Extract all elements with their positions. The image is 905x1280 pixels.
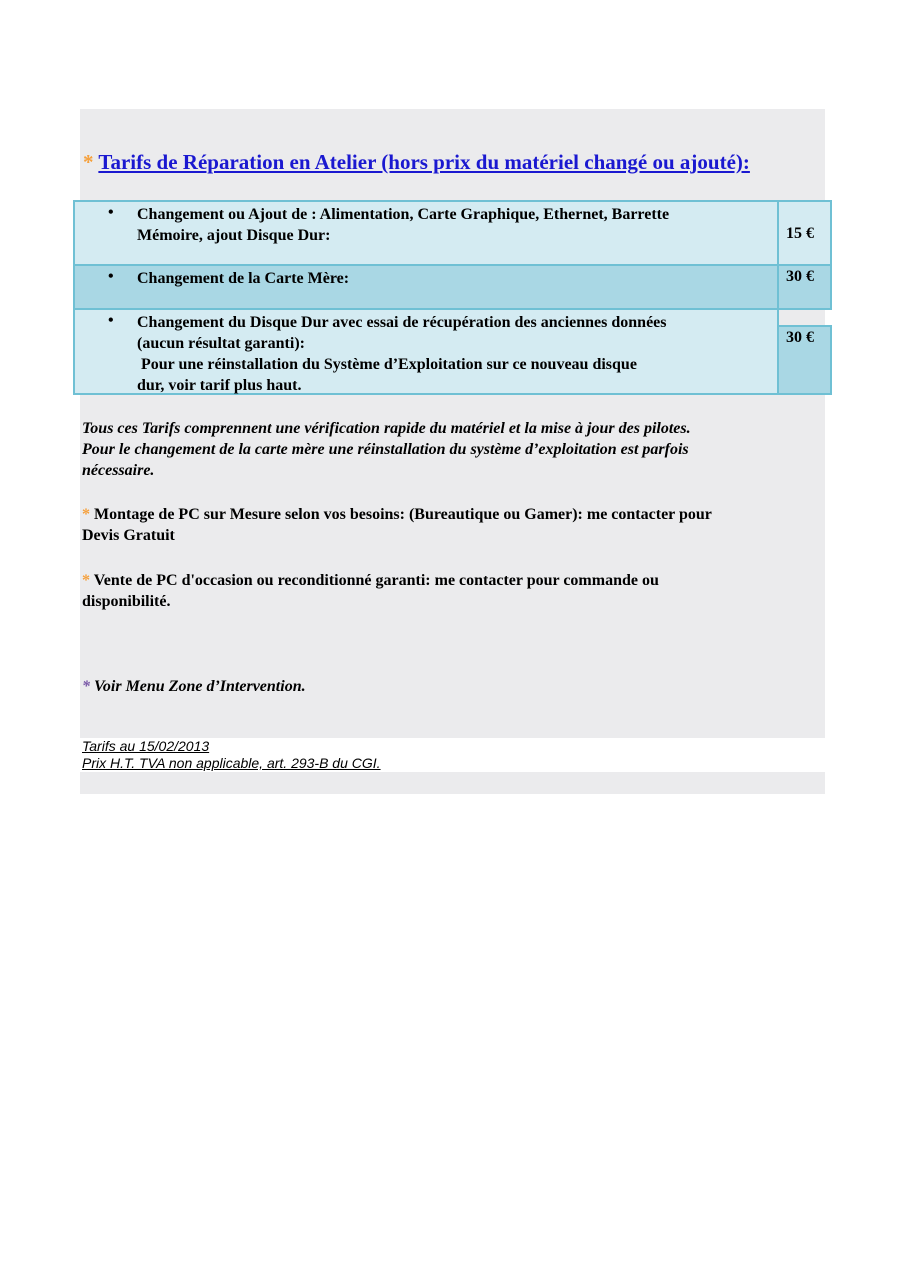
row-1-line-2: Mémoire, ajout Disque Dur: <box>137 227 331 244</box>
title-star: * <box>83 150 94 174</box>
row-3-text <box>137 312 667 396</box>
notes-paragraph <box>82 418 822 481</box>
zone-text: Voir Menu Zone d’Intervention. <box>94 678 306 695</box>
row-3-line-2: (aucun résultat garanti): <box>137 335 305 352</box>
row-1-text <box>137 204 669 246</box>
montage-star: * <box>82 506 90 523</box>
row-3-line-1: Changement du Disque Dur avec essai de récupération des anciennes données <box>137 314 667 331</box>
montage-paragraph <box>82 504 822 546</box>
notes-line-3: nécessaire. <box>82 462 155 479</box>
page-title <box>83 150 750 175</box>
vente-line-1: Vente de PC d'occasion ou reconditionné garanti: me contacter pour commande ou <box>93 572 659 589</box>
vente-line-2: disponibilité. <box>82 593 171 610</box>
footer-tva: Prix H.T. TVA non applicable, art. 293-B du CGI. <box>82 755 381 771</box>
notes-line-1: Tous ces Tarifs comprennent une vérification rapide du matériel et la mise à jour des pilotes. <box>82 420 691 437</box>
title-link[interactable]: Tarifs de Réparation en Atelier (hors prix du matériel changé ou ajouté): <box>98 150 750 174</box>
row-3-price: 30 € <box>786 329 814 346</box>
notes-line-2: Pour le changement de la carte mère une réinstallation du système d’exploitation est parfois <box>82 441 689 458</box>
row-2-price: 30 € <box>786 268 814 285</box>
row-1-price: 15 € <box>786 225 814 242</box>
row-1-bullet: • <box>108 204 114 221</box>
row-3-bullet: • <box>108 312 114 329</box>
row-2-text <box>137 268 349 289</box>
row-3-line-4: dur, voir tarif plus haut. <box>137 377 302 394</box>
montage-line-2: Devis Gratuit <box>82 527 175 544</box>
montage-line-1: Montage de PC sur Mesure selon vos besoins: (Bureautique ou Gamer): me contacter pour <box>94 506 712 523</box>
footer-panel <box>80 772 825 794</box>
zone-paragraph <box>82 676 822 697</box>
row-1-line-1: Changement ou Ajout de : Alimentation, Carte Graphique, Ethernet, Barrette <box>137 206 670 223</box>
vente-paragraph <box>82 570 822 612</box>
row-2-line-1: Changement de la Carte Mère: <box>137 270 350 287</box>
row-3-line-3: Pour une réinstallation du Système d’Exploitation sur ce nouveau disque <box>137 356 637 373</box>
row-2-bullet: • <box>108 268 114 285</box>
vente-star: * <box>82 572 90 589</box>
zone-star: * <box>82 678 90 695</box>
footer-date: Tarifs au 15/02/2013 <box>82 738 210 754</box>
